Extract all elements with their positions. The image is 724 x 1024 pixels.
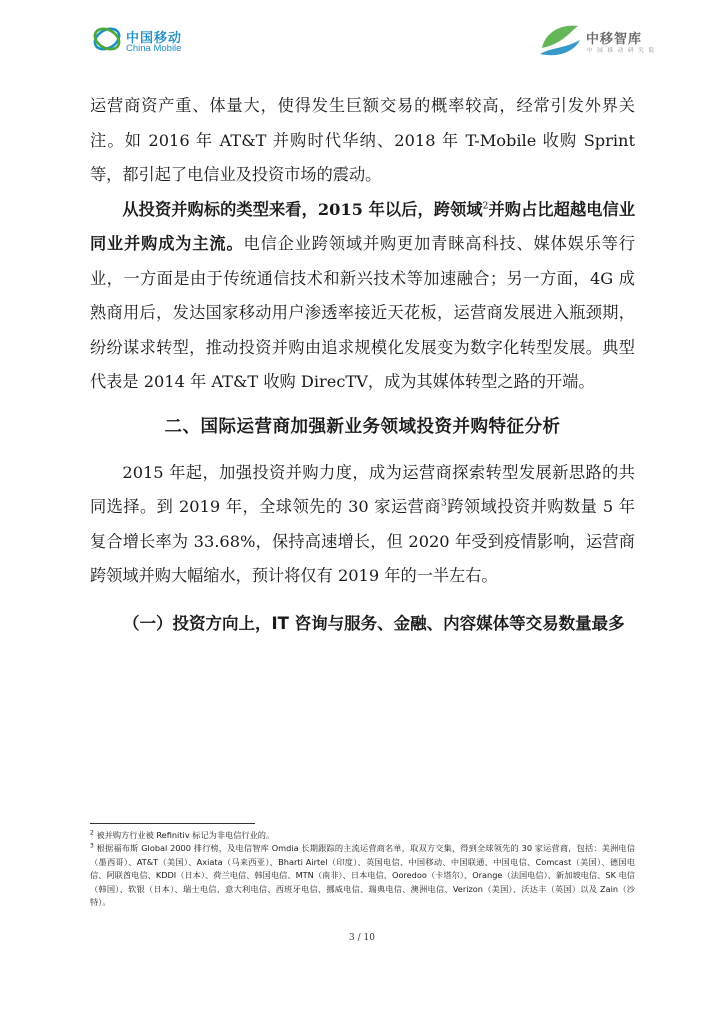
paragraph-2 (90, 193, 635, 400)
think-tank-leaf-icon (536, 18, 584, 62)
paragraph-3-part-a: 2015 年起，加强投资并购力度，成为运营商探索转型发展新思路的共同选择。到 2019 年，全球领先的 30 家运营商 (90, 462, 635, 516)
footnote-2 (90, 829, 635, 842)
footnote-2-number: 2 (90, 829, 94, 837)
paragraph-2-lead-b: 并购占比超越电信业同业并购成为主流。 (90, 199, 636, 253)
footnote-ref-3[interactable]: 3 (441, 498, 447, 509)
paragraph-3 (90, 456, 635, 594)
footnote-2-text: 被并购方行业被 Refinitiv 标记为非电信行业的。 (96, 830, 275, 840)
china-mobile-emblem-icon (92, 24, 122, 54)
think-tank-subtitle: 中 国 移 动 研 究 院 (587, 48, 656, 54)
footnote-3-text: 根据福布斯 Global 2000 排行榜，及电信智库 Omdia 长期跟踪的主流运营商名单，取双方交集，得到全球领先的 30 家运营商，包括：美洲电信（墨西哥）、AT&T（美国）、Axiata（马来西亚）、Bharti Airtel（印度）、英国电信、中国移动、中国联通、中国电信、Comcast（美国）、德国电信、阿联酋电信、KDDI（日本）、荷兰电信、韩国电信、MTN（南非）、日本电信、Ooredoo（卡塔尔）、Orange（法国电信）、新加坡电信、SK 电信（韩国）、软银（日本）、瑞士电信、意大利电信、西班牙电信、挪威电信、瑞典电信、澳洲电信、Verizon（美国）、沃达丰（英国）以及 Zain（沙特）。 (90, 843, 635, 908)
subsection-heading: （一）投资方向上，IT 咨询与服务、金融、内容媒体等交易数量最多 (123, 613, 625, 633)
logo-name-en: China Mobile (126, 43, 182, 54)
logo-name-cn: 中国移动 (126, 31, 183, 46)
footnote-ref-2[interactable]: 2 (482, 201, 489, 212)
cmcc-think-tank-logo (536, 18, 656, 62)
paragraph-2-lead-a: 从投资并购标的类型来看，2015 年以后，跨领域 (122, 199, 483, 219)
footnote-divider (90, 823, 255, 824)
paragraph-3-part-b: 跨领域投资并购数量 5 年复合增长率为 33.68%，保持高速增长，但 2020 年受到疫情影响，运营商跨领域并购大幅缩水，预计将仅有 2019 年的一半左右。 (90, 497, 635, 585)
page-number: 3 / 10 (349, 933, 375, 943)
think-tank-name: 中移智库 (586, 32, 643, 47)
footnote-3-number: 3 (90, 842, 94, 850)
paragraph-2-body: 电信企业跨领域并购更加青睐高科技、媒体娱乐等行业，一方面是由于传统通信技术和新兴技术等加速融合；另一方面，4G 成熟商用后，发达国家移动用户渗透率接近天花板，运营商发展进入瓶颈期，纷纷谋求转型，推动投资并购由追求规模化发展变为数字化转型发展。典型代表是 2014 年 AT&T 收购 DirecTV，成为其媒体转型之路的开端。 (90, 234, 636, 391)
china-mobile-logo (92, 24, 202, 56)
footnotes (90, 829, 635, 909)
paragraph-1: 运营商资产重、体量大，使得发生巨额交易的概率较高，经常引发外界关注。如 2016 年 AT&T 并购时代华纳、2018 年 T-Mobile 收购 Sprint 等，都引起了电信业及投资市场的震动。 (90, 96, 635, 184)
section-heading: 二、国际运营商加强新业务领域投资并购特征分析 (164, 416, 561, 437)
page-body (90, 89, 635, 642)
footnote-3 (90, 842, 635, 909)
page-header (0, 0, 724, 70)
